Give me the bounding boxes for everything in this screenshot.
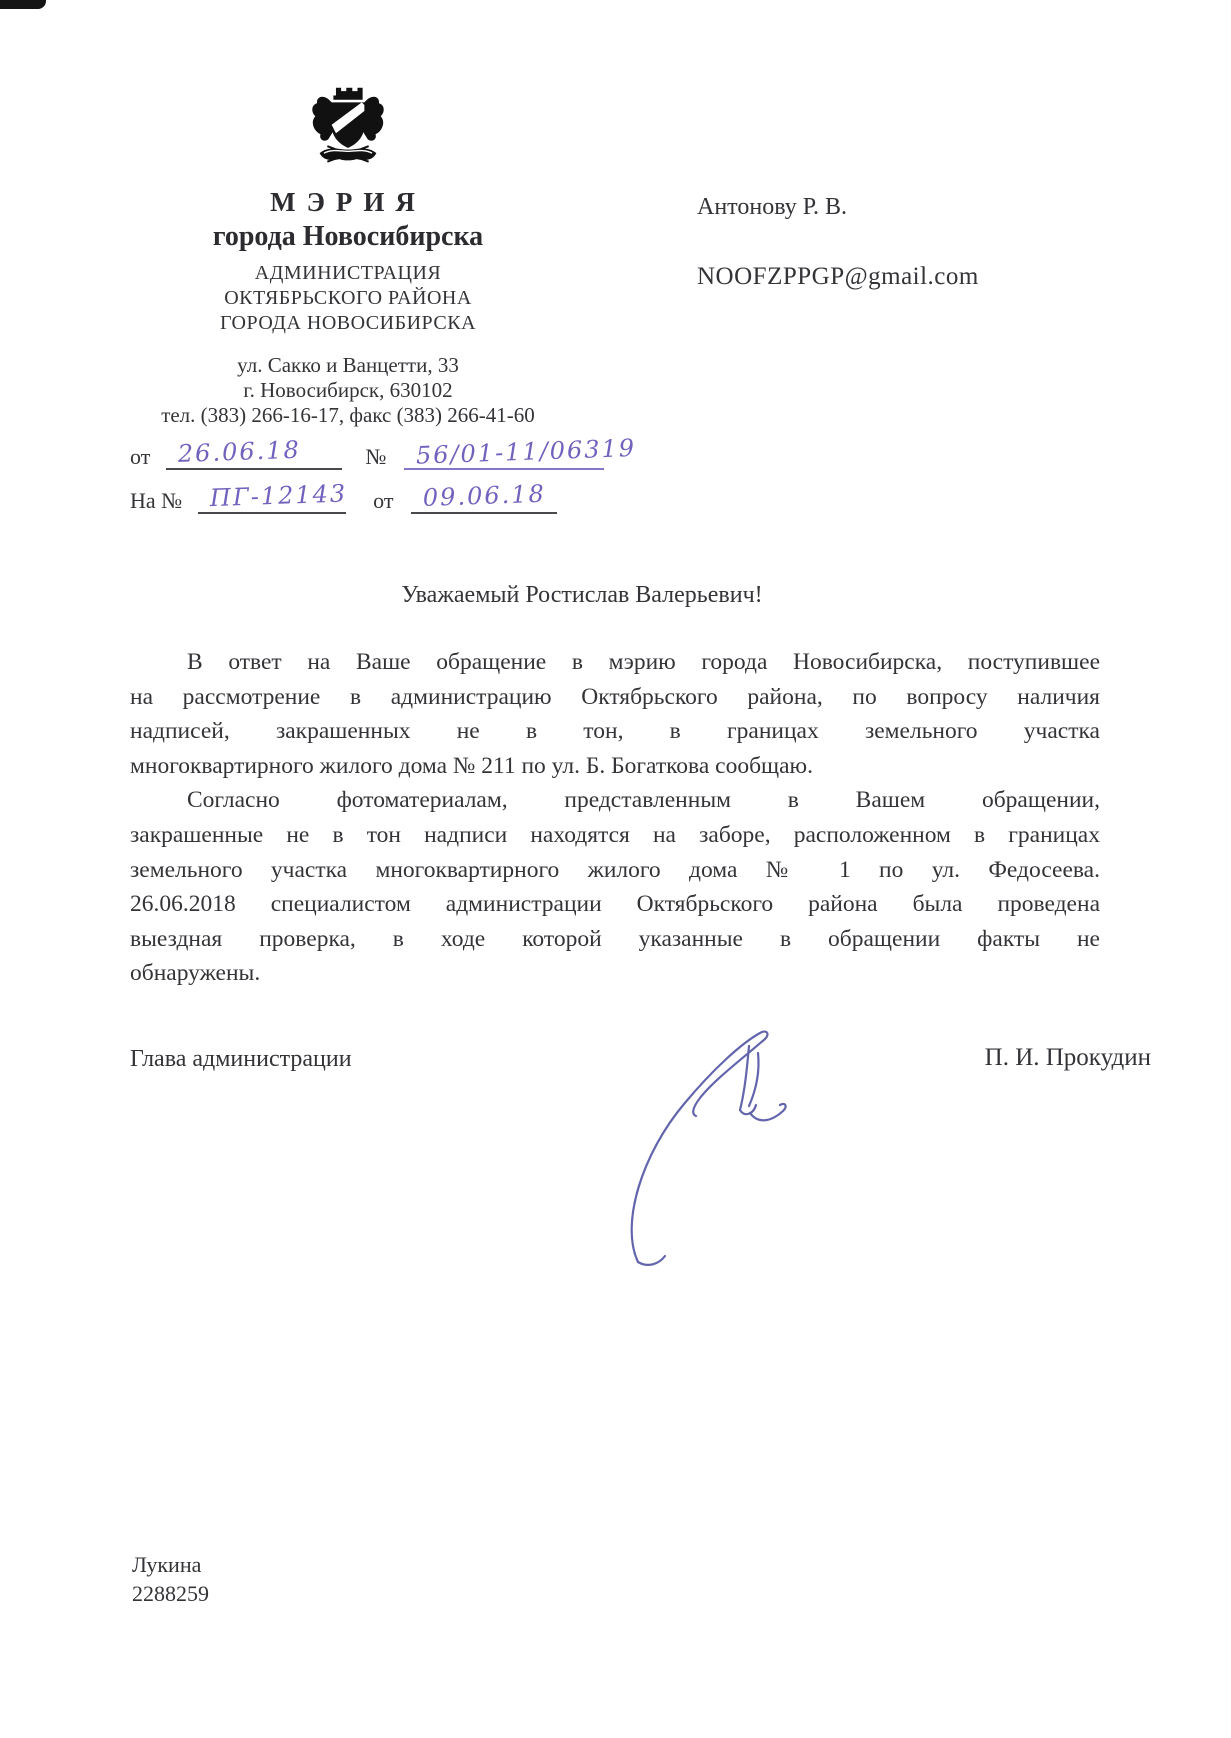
body-line: надписей, закрашенных не в тон, в границах земельного участка <box>130 718 1100 745</box>
body-line: земельного участка многоквартирного жилого дома № 1 по ул. Федосеева. <box>130 856 1100 883</box>
outgoing-number-handwritten: 56/01-11/06319 <box>415 433 637 470</box>
executor-block <box>132 1550 209 1608</box>
body-line: на рассмотрение в администрацию Октябрьского района, по вопросу наличия <box>130 683 1100 710</box>
outgoing-date-handwritten: 26.06.18 <box>177 435 302 468</box>
scan-corner-artifact <box>0 0 46 9</box>
novosibirsk-coat-of-arms-icon <box>305 84 391 174</box>
letterhead <box>118 84 578 428</box>
recipient-name: Антонову Р. В. <box>697 194 848 220</box>
executor-phone: 2288259 <box>132 1581 209 1606</box>
contact-line: тел. (383) 266-16-17, факс (383) 266-41-60 <box>161 403 535 427</box>
recipient-block <box>697 194 979 291</box>
executor-name: Лукина <box>132 1552 202 1577</box>
letter-body <box>130 645 1100 991</box>
body-line: закрашенные не в тон надписи находятся на заборе, расположенном в границах <box>130 821 1100 848</box>
signer-name: П. И. Прокудин <box>984 1044 1151 1071</box>
from-label: от <box>130 444 151 469</box>
incoming-reference-row <box>130 479 557 514</box>
recipient-email: NOOFZPPGP@gmail.com <box>697 263 979 290</box>
org-subtitle: города Новосибирска <box>212 221 484 252</box>
number-label: № <box>365 444 387 469</box>
body-line: 26.06.2018 специалистом администрации Октябрьского района была проведена <box>130 891 1100 918</box>
handwritten-signature <box>598 1016 808 1271</box>
dept-line-1: АДМИНИСТРАЦИЯ <box>254 262 442 284</box>
body-line: В ответ на Ваше обращение в мэрию города Новосибирска, поступившее <box>187 649 1100 675</box>
address-line-2: г. Новосибирск, 630102 <box>243 378 453 402</box>
org-title: МЭРИЯ <box>270 187 426 217</box>
incoming-number-field <box>198 479 348 514</box>
dept-line-3: ГОРОДА НОВОСИБИРСКА <box>219 312 477 334</box>
address-line-1: ул. Сакко и Ванцетти, 33 <box>237 353 459 377</box>
outgoing-number-field <box>404 433 637 470</box>
incoming-date-handwritten: 09.06.18 <box>422 479 547 512</box>
dept-line-2: ОКТЯБРЬСКОГО РАЙОНА <box>224 287 472 309</box>
body-line: обнаружены. <box>130 960 261 987</box>
incoming-date-field <box>411 479 557 514</box>
salutation: Уважаемый Ростислав Валерьевич! <box>401 582 763 608</box>
signer-position: Глава администрации <box>130 1046 352 1072</box>
outgoing-date-field <box>166 435 342 470</box>
incoming-number-handwritten: ПГ-12143 <box>209 479 348 513</box>
outgoing-reference-row <box>130 433 637 470</box>
reply-date-label: от <box>373 488 394 513</box>
body-line: Согласно фотоматериалам, представленным в Вашем обращении, <box>187 787 1100 814</box>
body-line: многоквартирного жилого дома № 211 по ул. Б. Богаткова сообщаю. <box>130 752 813 779</box>
body-line: выездная проверка, в ходе которой указанные в обращении факты не <box>130 925 1100 952</box>
reply-label: На № <box>130 488 183 513</box>
